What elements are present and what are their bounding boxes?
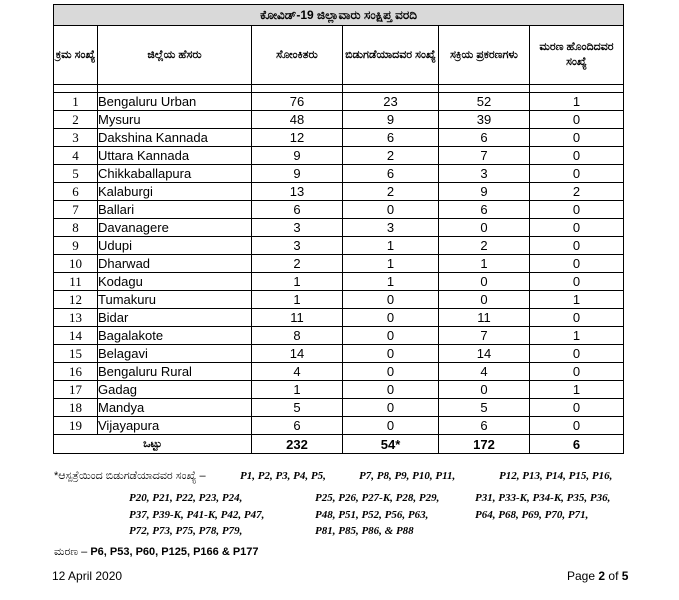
serial-cell: 15 (54, 345, 98, 363)
district-cell: Mandya (98, 399, 252, 417)
infected-cell: 14 (252, 345, 343, 363)
district-cell: Dakshina Kannada (98, 129, 252, 147)
active-cell: 1 (439, 255, 530, 273)
page-prefix: Page (567, 569, 596, 583)
discharged-cell: 0 (343, 345, 439, 363)
discharged-cell: 2 (343, 183, 439, 201)
district-cell: Bengaluru Urban (98, 93, 252, 111)
active-cell: 5 (439, 399, 530, 417)
deaths-cell: 1 (530, 93, 624, 111)
deaths-cell: 0 (530, 309, 624, 327)
serial-cell: 9 (54, 237, 98, 255)
deaths-label: ಮರಣ – (54, 546, 88, 558)
serial-cell: 6 (54, 183, 98, 201)
deaths-cell: 0 (530, 399, 624, 417)
active-cell: 3 (439, 165, 530, 183)
active-cell: 6 (439, 129, 530, 147)
active-cell: 0 (439, 273, 530, 291)
discharged-cell: 1 (343, 237, 439, 255)
table-row (54, 129, 624, 147)
note-segment: P7, P8, P9, P10, P11, (359, 470, 456, 482)
infected-cell: 9 (252, 165, 343, 183)
table-row (54, 219, 624, 237)
serial-cell: 10 (54, 255, 98, 273)
active-cell: 52 (439, 93, 530, 111)
serial-cell: 17 (54, 381, 98, 399)
infected-cell: 3 (252, 219, 343, 237)
district-cell: Davanagere (98, 219, 252, 237)
header-deaths: ಮರಣ ಹೊಂದಿದವರ ಸಂಖ್ಯೆ (530, 26, 624, 85)
header-active: ಸಕ್ರಿಯ ಪ್ರಕರಣಗಳು (439, 26, 530, 85)
discharged-cell: 2 (343, 147, 439, 165)
district-cell: Tumakuru (98, 291, 252, 309)
header-infected: ಸೋಂಕಿತರು (252, 26, 343, 85)
active-cell: 4 (439, 363, 530, 381)
district-cell: Bidar (98, 309, 252, 327)
discharged-cell: 0 (343, 201, 439, 219)
table-row (54, 381, 624, 399)
discharged-cell: 0 (343, 363, 439, 381)
deaths-cell: 0 (530, 345, 624, 363)
discharged-cell: 3 (343, 219, 439, 237)
serial-cell: 18 (54, 399, 98, 417)
deaths-cell: 0 (530, 273, 624, 291)
discharged-cell: 0 (343, 291, 439, 309)
deaths-cell: 0 (530, 201, 624, 219)
total-deaths: 6 (530, 435, 624, 454)
discharged-cell: 1 (343, 255, 439, 273)
total-discharged: 54* (343, 435, 439, 454)
district-cell: Kalaburgi (98, 183, 252, 201)
header-discharged: ಬಿಡುಗಡೆಯಾದವರ ಸಂಖ್ಯೆ (343, 26, 439, 85)
page-current: 2 (598, 569, 606, 583)
deaths-cell: 1 (530, 291, 624, 309)
notes-line-3 (129, 509, 589, 521)
table-row (54, 327, 624, 345)
infected-cell: 5 (252, 399, 343, 417)
deaths-cell: 0 (530, 147, 624, 165)
table-row (54, 273, 624, 291)
infected-cell: 2 (252, 255, 343, 273)
table-row (54, 183, 624, 201)
notes-line-4 (129, 525, 414, 537)
table-row (54, 201, 624, 219)
serial-cell: 19 (54, 417, 98, 435)
note-segment: P37, P39-K, P41-K, P42, P47, (129, 509, 265, 521)
deaths-note (54, 546, 259, 559)
district-cell: Vijayapura (98, 417, 252, 435)
infected-cell: 13 (252, 183, 343, 201)
district-cell: Belagavi (98, 345, 252, 363)
active-cell: 0 (439, 291, 530, 309)
active-cell: 14 (439, 345, 530, 363)
active-cell: 11 (439, 309, 530, 327)
district-cell: Bagalakote (98, 327, 252, 345)
district-report-table (53, 4, 624, 454)
active-cell: 6 (439, 417, 530, 435)
discharged-cell: 0 (343, 417, 439, 435)
deaths-cell: 0 (530, 111, 624, 129)
table-row (54, 255, 624, 273)
total-label: ಒಟ್ಟು (54, 435, 252, 454)
footer-date: 12 April 2020 (52, 569, 123, 583)
serial-cell: 16 (54, 363, 98, 381)
notes-line-2 (129, 492, 611, 504)
table-row (54, 165, 624, 183)
note-segment: P12, P13, P14, P15, P16, (499, 470, 613, 482)
table-row (54, 363, 624, 381)
discharged-cell: 0 (343, 399, 439, 417)
serial-cell: 5 (54, 165, 98, 183)
active-cell: 7 (439, 327, 530, 345)
note-segment: P31, P33-K, P34-K, P35, P36, (475, 492, 611, 504)
note-segment: P25, P26, P27-K, P28, P29, (315, 492, 440, 504)
table-row (54, 237, 624, 255)
note-segment: P1, P2, P3, P4, P5, (240, 470, 326, 482)
deaths-cell: 0 (530, 165, 624, 183)
district-cell: Chikkaballapura (98, 165, 252, 183)
district-cell: Uttara Kannada (98, 147, 252, 165)
discharged-cell: 9 (343, 111, 439, 129)
serial-cell: 12 (54, 291, 98, 309)
table-row (54, 147, 624, 165)
discharged-cell: 6 (343, 129, 439, 147)
deaths-list: P6, P53, P60, P125, P166 & P177 (90, 546, 259, 558)
table-row (54, 309, 624, 327)
serial-cell: 7 (54, 201, 98, 219)
active-cell: 9 (439, 183, 530, 201)
discharged-cell: 0 (343, 309, 439, 327)
discharged-notes-label: *ಆಸ್ಪತ್ರೆಯಿಂದ ಬಿಡುಗಡೆಯಾದವರ ಸಂಖ್ಯೆ – (54, 470, 206, 482)
infected-cell: 1 (252, 291, 343, 309)
table-body (54, 93, 624, 435)
active-cell: 2 (439, 237, 530, 255)
table-row (54, 399, 624, 417)
active-cell: 0 (439, 381, 530, 399)
serial-cell: 4 (54, 147, 98, 165)
header-district: ಜಿಲ್ಲೆಯ ಹೆಸರು (98, 26, 252, 85)
infected-cell: 11 (252, 309, 343, 327)
header-gap-row (54, 85, 624, 93)
deaths-cell: 2 (530, 183, 624, 201)
infected-cell: 9 (252, 147, 343, 165)
deaths-cell: 0 (530, 363, 624, 381)
infected-cell: 6 (252, 201, 343, 219)
infected-cell: 8 (252, 327, 343, 345)
district-cell: Bengaluru Rural (98, 363, 252, 381)
serial-cell: 11 (54, 273, 98, 291)
page-total: 5 (621, 569, 629, 583)
discharged-cell: 0 (343, 327, 439, 345)
infected-cell: 12 (252, 129, 343, 147)
deaths-cell: 1 (530, 381, 624, 399)
total-infected: 232 (252, 435, 343, 454)
serial-cell: 1 (54, 93, 98, 111)
footer-page-number (567, 569, 628, 583)
district-cell: Dharwad (98, 255, 252, 273)
note-segment: P48, P51, P52, P56, P63, (315, 509, 429, 521)
deaths-cell: 1 (530, 327, 624, 345)
note-segment: P72, P73, P75, P78, P79, (129, 525, 243, 537)
infected-cell: 1 (252, 273, 343, 291)
serial-cell: 2 (54, 111, 98, 129)
infected-cell: 1 (252, 381, 343, 399)
discharged-cell: 0 (343, 381, 439, 399)
table-row (54, 345, 624, 363)
serial-cell: 3 (54, 129, 98, 147)
deaths-cell: 0 (530, 417, 624, 435)
table-row (54, 417, 624, 435)
discharged-cell: 1 (343, 273, 439, 291)
infected-cell: 3 (252, 237, 343, 255)
active-cell: 7 (439, 147, 530, 165)
serial-cell: 8 (54, 219, 98, 237)
serial-cell: 14 (54, 327, 98, 345)
header-serial: ಕ್ರಮ ಸಂಖ್ಯೆ (54, 26, 98, 85)
infected-cell: 48 (252, 111, 343, 129)
total-active: 172 (439, 435, 530, 454)
deaths-cell: 0 (530, 219, 624, 237)
table-row (54, 111, 624, 129)
active-cell: 39 (439, 111, 530, 129)
table-row (54, 291, 624, 309)
infected-cell: 76 (252, 93, 343, 111)
notes-line-1 (54, 470, 613, 483)
table-title: ಕೋವಿಡ್-19 ಜಿಲ್ಲಾವಾರು ಸಂಕ್ಷಿಪ್ತ ವರದಿ (54, 5, 624, 26)
active-cell: 0 (439, 219, 530, 237)
note-segment: P64, P68, P69, P70, P71, (475, 509, 589, 521)
serial-cell: 13 (54, 309, 98, 327)
note-segment: P20, P21, P22, P23, P24, (129, 492, 243, 504)
discharged-cell: 6 (343, 165, 439, 183)
deaths-cell: 0 (530, 237, 624, 255)
district-cell: Udupi (98, 237, 252, 255)
note-segment: P81, P85, P86, & P88 (315, 525, 414, 537)
district-cell: Mysuru (98, 111, 252, 129)
discharged-cell: 23 (343, 93, 439, 111)
infected-cell: 4 (252, 363, 343, 381)
district-cell: Kodagu (98, 273, 252, 291)
table-row (54, 93, 624, 111)
total-row (54, 435, 624, 454)
district-cell: Gadag (98, 381, 252, 399)
active-cell: 6 (439, 201, 530, 219)
district-cell: Ballari (98, 201, 252, 219)
deaths-cell: 0 (530, 129, 624, 147)
page-of: of (608, 569, 619, 583)
infected-cell: 6 (252, 417, 343, 435)
deaths-cell: 0 (530, 255, 624, 273)
